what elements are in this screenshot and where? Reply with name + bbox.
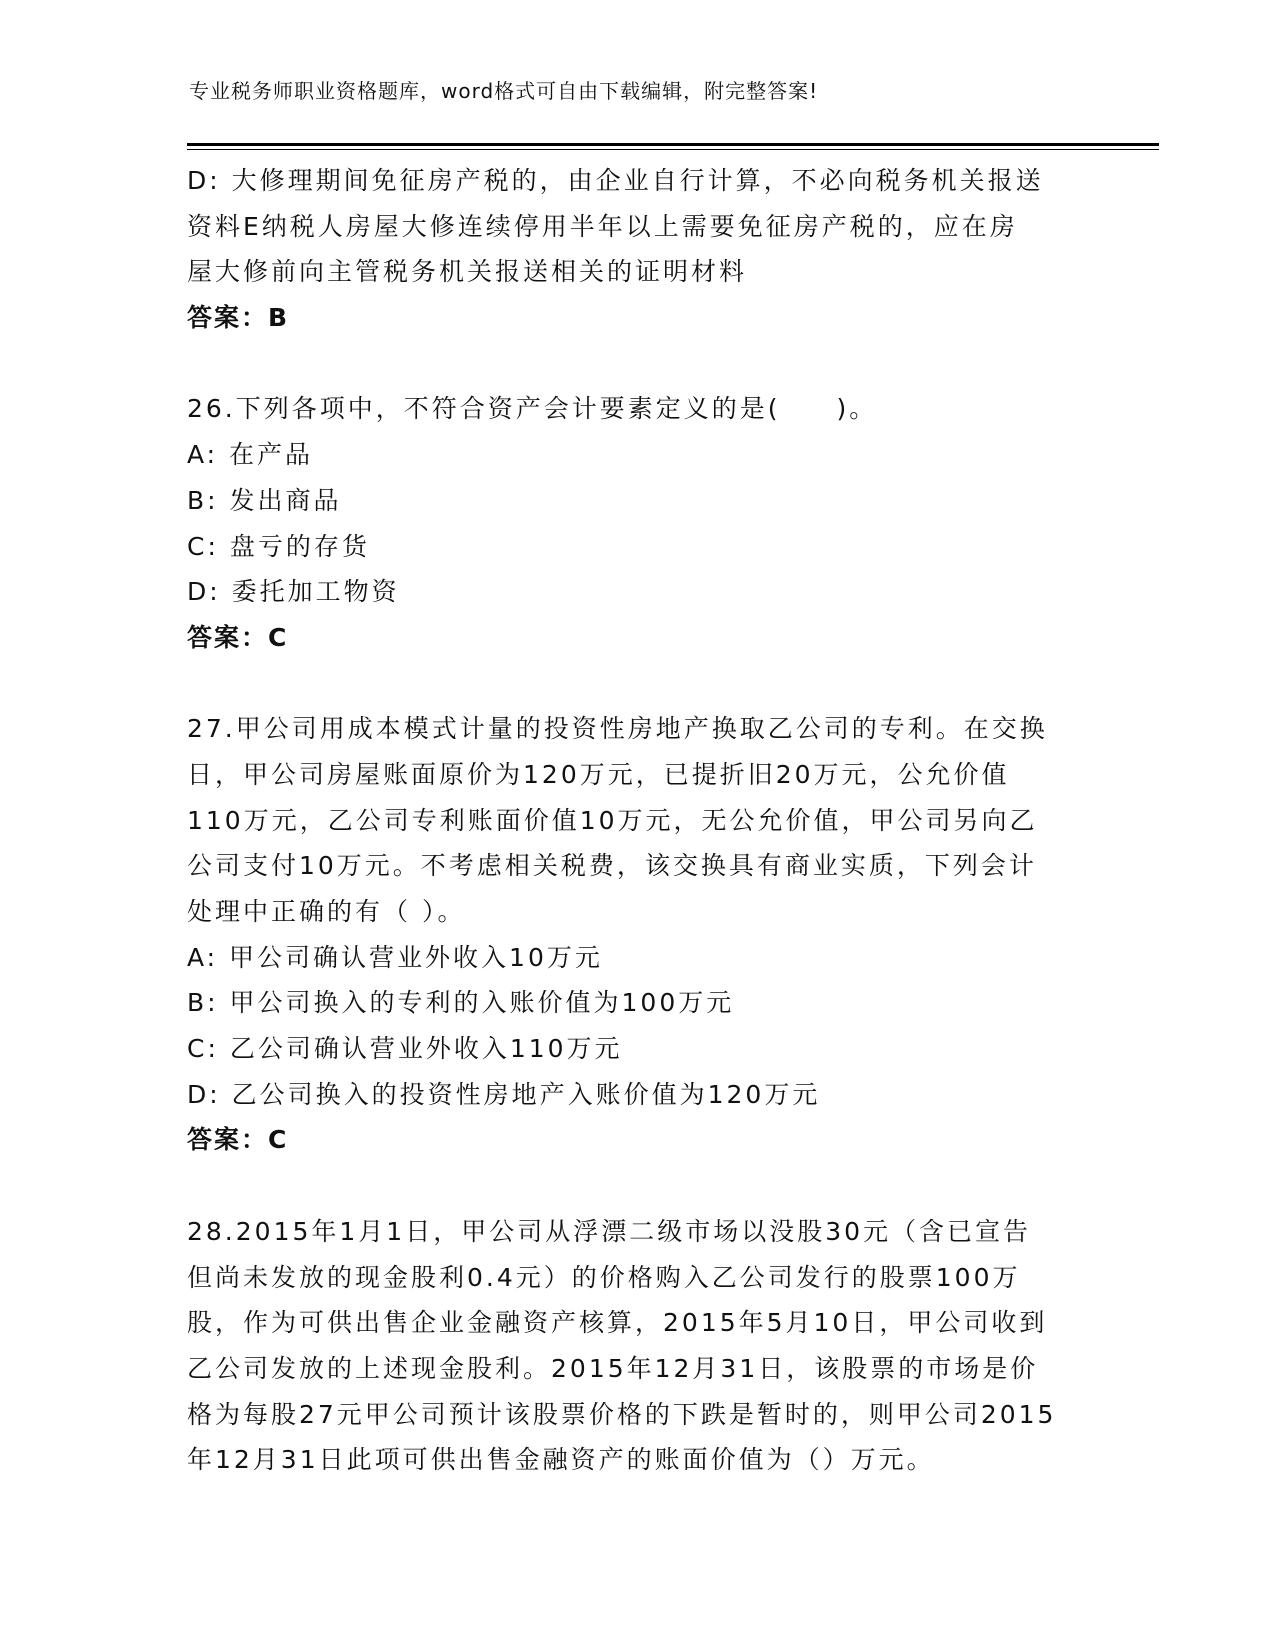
question-26	[187, 386, 1087, 660]
option-d: D: 委托加工物资	[187, 577, 400, 607]
header-rule-thin	[187, 149, 1159, 150]
option-b: B: 甲公司换入的专利的入账价值为100万元	[187, 988, 735, 1018]
option-a: A: 甲公司确认营业外收入10万元	[187, 942, 603, 972]
option-a: A: 在产品	[187, 440, 314, 470]
question-25-tail	[187, 158, 1087, 341]
option-d-line-1: D: 大修理期间免征房产税的，由企业自行计算，不必向税务机关报送	[187, 166, 1044, 195]
spacer	[187, 341, 1087, 387]
question-27	[187, 706, 1087, 1163]
answer: 答案：C	[187, 622, 289, 652]
option-d: D: 乙公司换入的投资性房地产入账价值为120万元	[187, 1079, 821, 1109]
option-c: C: 盘亏的存货	[187, 531, 370, 561]
question-stem-line: 28.2015年1月1日，甲公司从浮漂二级市场以没股30元（含已宣告	[187, 1216, 1032, 1246]
question-stem-line: 处理中正确的有（ ）。	[187, 897, 466, 926]
option-b: B: 发出商品	[187, 485, 342, 515]
option-d-line-2: 资料E纳税人房屋大修连续停用半年以上需要免征房产税的，应在房	[187, 211, 1018, 241]
spacer	[187, 1163, 1087, 1209]
option-d-line-3: 屋大修前向主管税务机关报送相关的证明材料	[187, 257, 748, 287]
page-header: 专业税务师职业资格题库，word格式可自由下载编辑，附完整答案!	[189, 79, 819, 103]
question-stem-line: 公司支付10万元。不考虑相关税费，该交换具有商业实质，下列会计	[187, 851, 1037, 881]
question-stem-line: 日，甲公司房屋账面原价为120万元，已提折旧20万元，公允价值	[187, 759, 1010, 789]
question-stem-line: 但尚未发放的现金股利0.4元）的价格购入乙公司发行的股票100万	[187, 1262, 1021, 1292]
answer: 答案：B	[187, 303, 290, 333]
document-body	[187, 158, 1087, 1483]
question-stem-line: 110万元，乙公司专利账面价值10万元，无公允价值，甲公司另向乙	[187, 805, 1038, 835]
answer: 答案：C	[187, 1125, 289, 1155]
header-rule-thick	[187, 143, 1159, 146]
question-stem-line: 年12月31日此项可供出售金融资产的账面价值为（）万元。	[187, 1445, 935, 1475]
question-stem-line: 格为每股27元甲公司预计该股票价格的下跌是暂时的，则甲公司2015	[187, 1399, 1057, 1429]
option-c: C: 乙公司确认营业外收入110万元	[187, 1034, 623, 1064]
question-28	[187, 1209, 1087, 1483]
question-stem-line: 股，作为可供出售企业金融资产核算，2015年5月10日，甲公司收到	[187, 1308, 1048, 1338]
question-stem-line: 乙公司发放的上述现金股利。2015年12月31日，该股票的市场是价	[187, 1353, 1039, 1383]
question-stem-line: 27.甲公司用成本模式计量的投资性房地产换取乙公司的专利。在交换	[187, 714, 1048, 744]
spacer	[187, 661, 1087, 707]
question-stem: 26.下列各项中，不符合资产会计要素定义的是( )。	[187, 394, 878, 424]
